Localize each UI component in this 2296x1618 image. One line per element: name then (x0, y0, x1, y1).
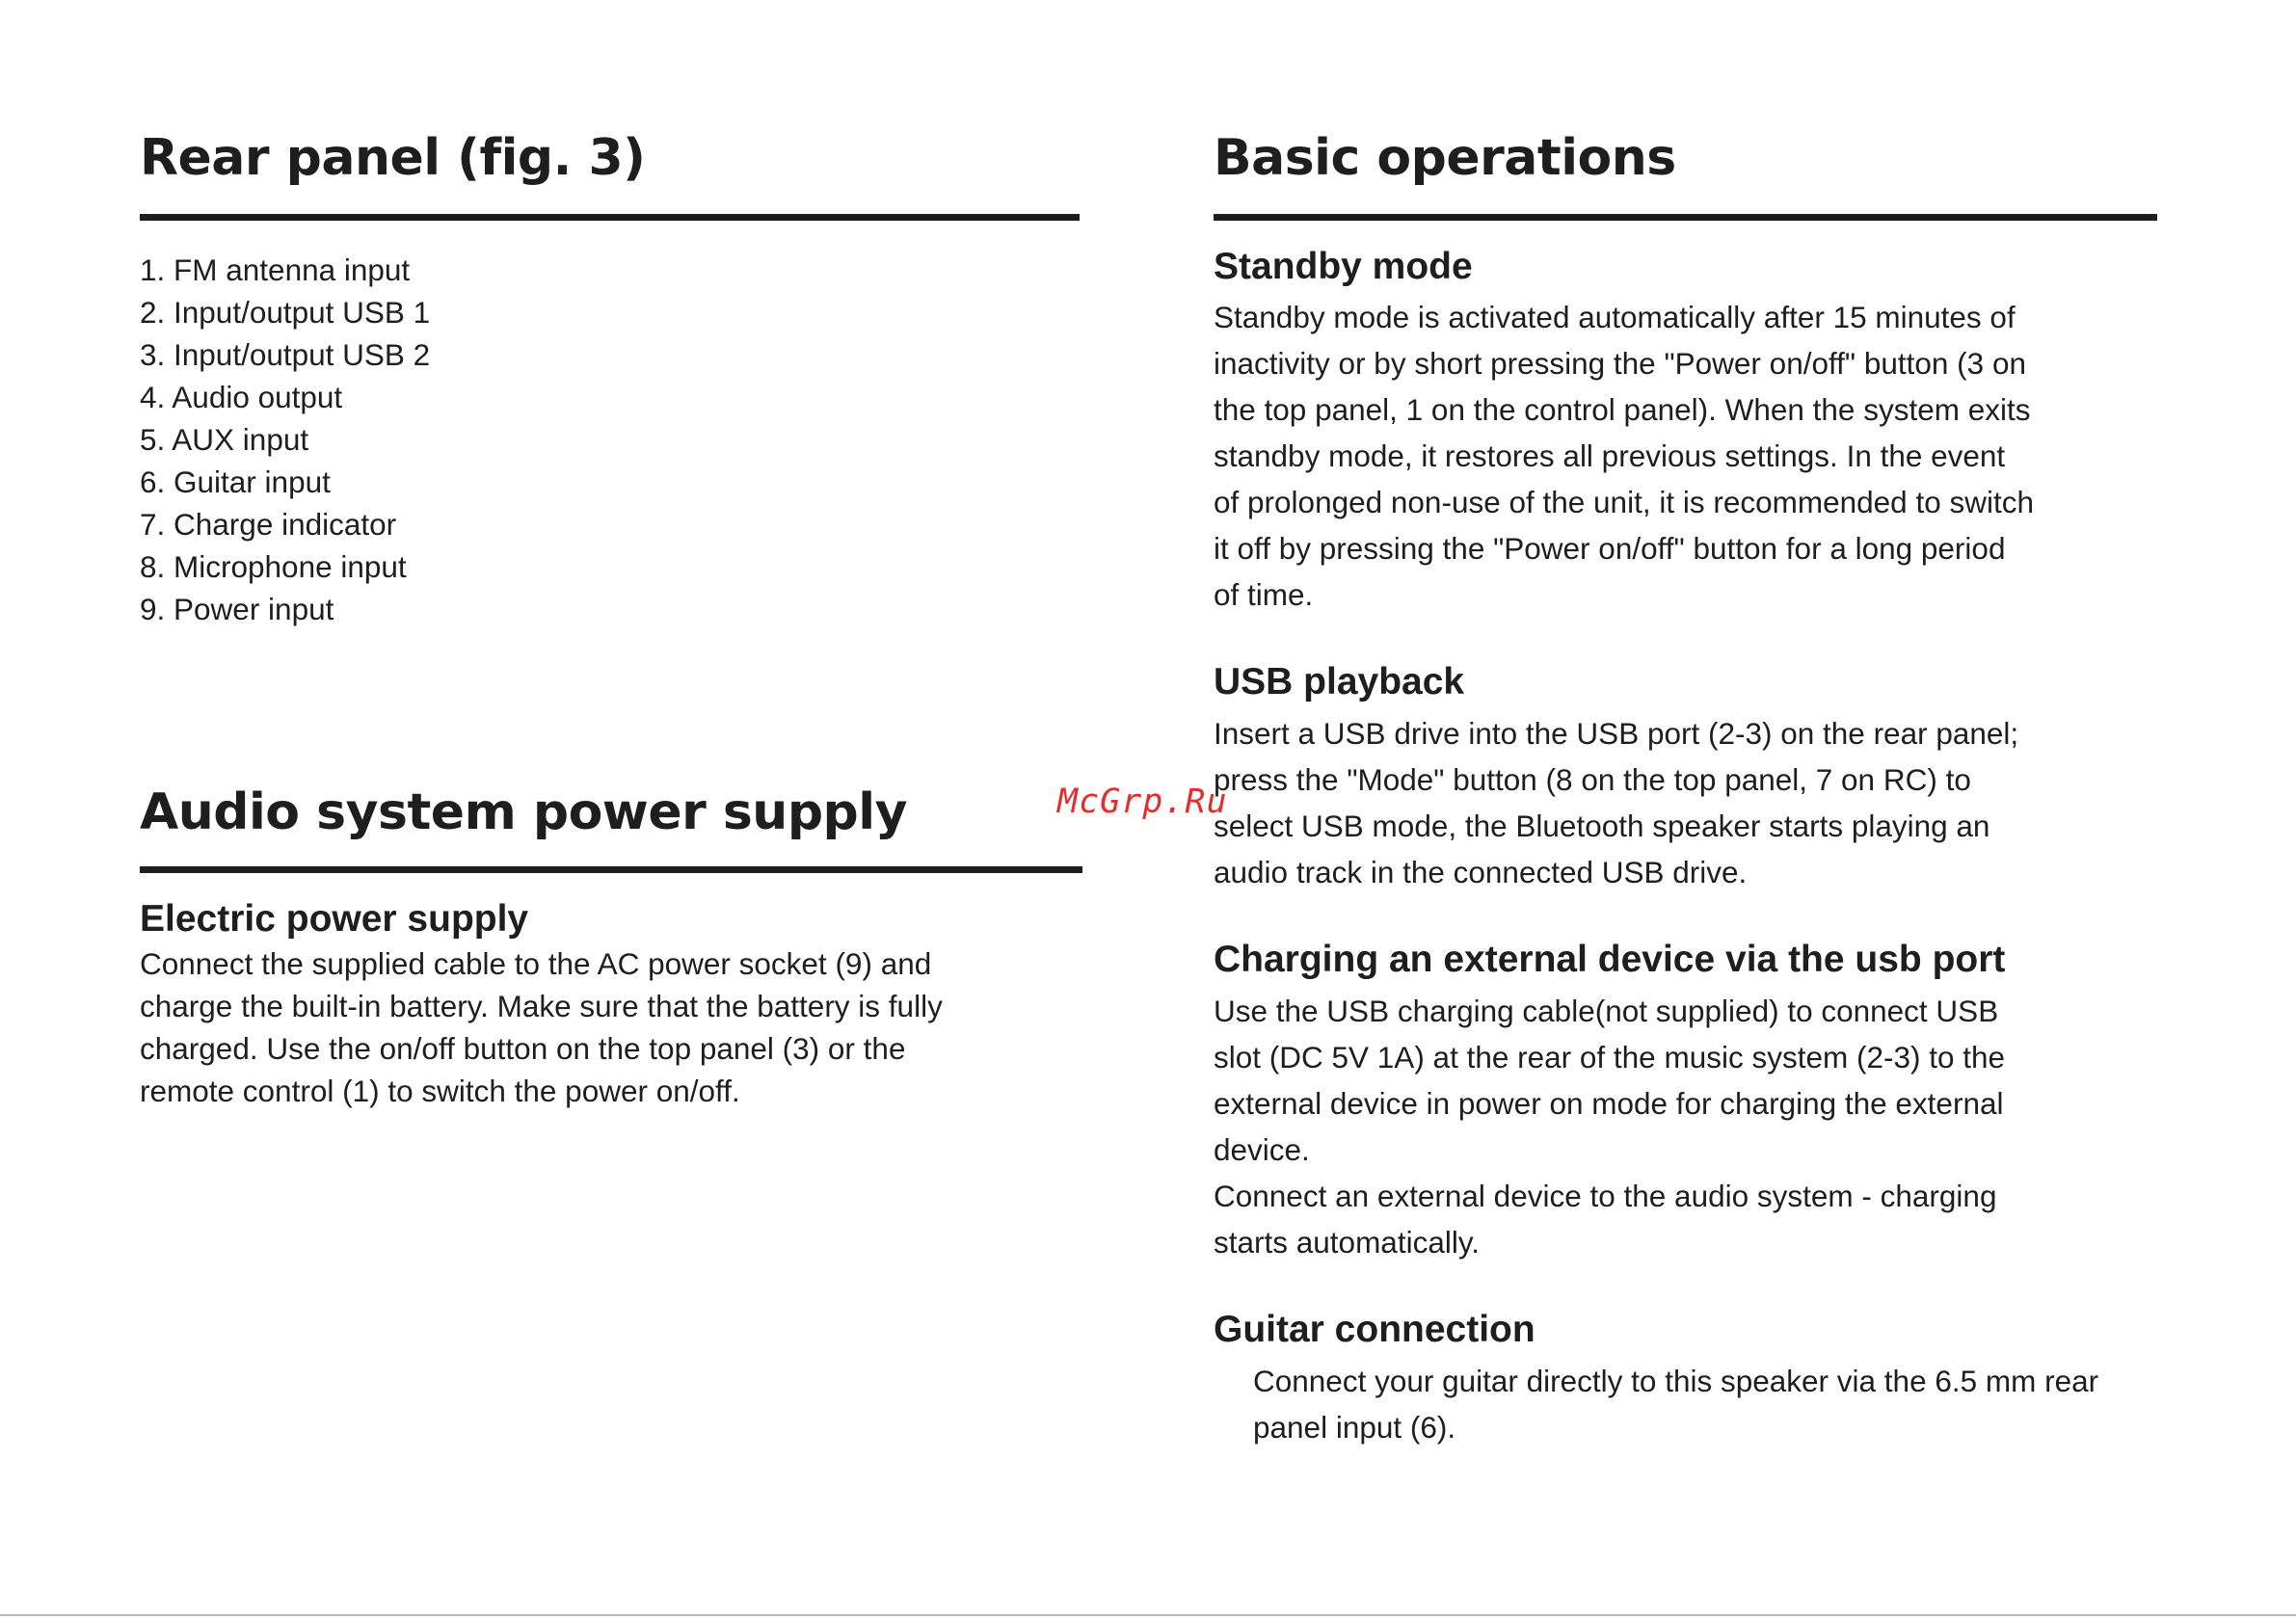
rear-panel-list (140, 249, 430, 630)
list-item: 1. FM antenna input (140, 252, 411, 287)
rear-panel-title: Rear panel (fig. 3) (140, 129, 646, 187)
text-line: Insert a USB drive into the USB port (2-3) on the rear panel; (1214, 716, 2019, 751)
text-line: Connect an external device to the audio system - charging (1214, 1179, 1997, 1213)
text-line: select USB mode, the Bluetooth speaker starts playing an (1214, 809, 1990, 843)
list-item: 6. Guitar input (140, 464, 331, 499)
basic-operations-title: Basic operations (1214, 129, 1676, 187)
text-line: Connect the supplied cable to the AC power socket (9) and (140, 946, 932, 981)
text-line: external device in power on mode for charging the external (1214, 1086, 2004, 1121)
text-line: charged. Use the on/off button on the top panel (3) or the (140, 1031, 906, 1066)
text-line: audio track in the connected USB drive. (1214, 855, 1748, 889)
text-line: slot (DC 5V 1A) at the rear of the music system (2-3) to the (1214, 1040, 2006, 1074)
charging-text (1214, 988, 2005, 1265)
standby-text (1214, 294, 2034, 618)
page-bottom-divider (0, 1614, 2296, 1616)
rear-panel-rule (140, 214, 1080, 221)
electric-power-subtitle: Electric power supply (140, 898, 529, 940)
list-item: 8. Microphone input (140, 549, 407, 584)
list-item: 2. Input/output USB 1 (140, 295, 431, 330)
power-supply-title: Audio system power supply (140, 783, 907, 841)
text-line: Use the USB charging cable(not supplied) to connect USB (1214, 994, 1999, 1028)
text-line: press the "Mode" button (8 on the top panel, 7 on RC) to (1214, 762, 1971, 797)
text-line: standby mode, it restores all previous settings. In the event (1214, 438, 2006, 473)
text-line: of time. (1214, 577, 1314, 612)
text-line: of prolonged non-use of the unit, it is recommended to switch (1214, 485, 2034, 519)
text-line: starts automatically. (1214, 1225, 1481, 1260)
list-item: 3. Input/output USB 2 (140, 337, 431, 372)
list-item: 9. Power input (140, 592, 334, 626)
text-line: remote control (1) to switch the power on/off. (140, 1074, 740, 1108)
standby-subtitle: Standby mode (1214, 246, 1473, 287)
text-line: it off by pressing the "Power on/off" button for a long period (1214, 531, 2006, 566)
charging-subtitle: Charging an external device via the usb port (1214, 939, 2006, 980)
watermark-text: McGrp.Ru (1057, 782, 1228, 821)
list-item: 7. Charge indicator (140, 507, 397, 542)
list-item: 4. Audio output (140, 380, 343, 414)
power-supply-rule (140, 866, 1082, 873)
text-line: charge the built-in battery. Make sure that the battery is fully (140, 989, 943, 1023)
text-line: device. (1214, 1132, 1310, 1167)
guitar-subtitle: Guitar connection (1214, 1309, 1535, 1350)
basic-operations-rule (1214, 214, 2157, 221)
list-item: 5. AUX input (140, 422, 309, 457)
electric-power-text (140, 942, 943, 1112)
text-line: Standby mode is activated automatically after 15 minutes of (1214, 300, 2016, 334)
text-line: inactivity or by short pressing the "Power on/off" button (3 on (1214, 346, 2026, 381)
text-line: Connect your guitar directly to this speaker via the 6.5 mm rear (1253, 1364, 2099, 1398)
usb-playback-subtitle: USB playback (1214, 661, 1465, 703)
usb-playback-text (1214, 710, 2018, 895)
guitar-text (1253, 1358, 2098, 1450)
text-line: the top panel, 1 on the control panel). When the system exits (1214, 392, 2031, 427)
text-line: panel input (6). (1253, 1410, 1456, 1445)
